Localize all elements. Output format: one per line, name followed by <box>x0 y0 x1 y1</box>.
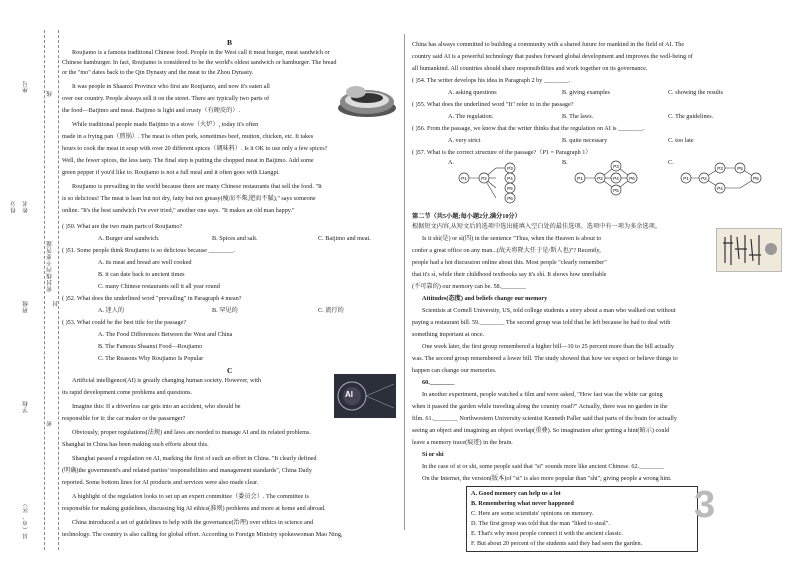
r-p3-l1: One week later, the first group remembered a higher bill—10 to 25 percent more than the bill actually <box>422 343 674 350</box>
calligraphy-image <box>716 228 782 272</box>
r-p1-l1: Is it shì(是) or sì(四) in the sentence "Thus, when the Heaven is about to <box>422 235 602 242</box>
flow-node-label: P1 <box>577 175 583 181</box>
structure-diagram-a <box>459 163 515 203</box>
b-p3-l4: Well, the fewer spices, the less tasty. The final step is putting the chopped meat in Baijimo. Add some <box>62 157 314 164</box>
q50-option-b[interactable]: B. Spices and salt. <box>212 235 258 242</box>
flow-node-label: P4 <box>717 185 723 191</box>
q52-option-a[interactable]: A. 迷人的 <box>98 307 125 314</box>
section2-instruction: 根据短文内容,从短文后的选项中选出能填入空白处的最佳选项。选项中有一项为多余选项。 <box>412 223 662 230</box>
school-label: 学校 <box>23 400 29 413</box>
r-p1-l2: confer a great office on any man...(故天将降大任于是/斯人也)"? Recently, <box>412 247 601 254</box>
ai-image-label: AI <box>345 390 353 399</box>
b-p1-l1: Roujiamo is a famous traditional Chinese food. People in the West call it meat burger, meat sandwich or <box>72 49 330 56</box>
r-p4-l5: leave a memory trace(痕迹) in the brain. <box>412 439 513 446</box>
c-p4-l1: Shanghai passed a regulation on AI, marking the first of such an effort in China. "It clearly defined <box>72 455 317 462</box>
b-p1-l3: or the "mo" dates back to the Qin Dynasty and the meat to the Zhou Dynasty. <box>62 69 254 76</box>
q57-option-a[interactable]: A. <box>448 159 455 166</box>
c-p3-l2: Shanghai in China has been making such efforts about this. <box>62 441 209 448</box>
q57-stem: ( )57. What is the correct structure of the passage?（P1 = Paragraph 1） <box>412 149 592 156</box>
flow-node-label: P3 <box>717 165 723 171</box>
seal-line-inner <box>58 30 59 550</box>
b-p4-l2: is so delicious! The meat is lean but not dry, fatty but not greasy(瘦而不柴,肥而不腻)," says someone <box>62 195 316 202</box>
county-label: 县（市、区） <box>23 500 29 539</box>
flow-node-label: P4 <box>613 175 619 181</box>
section-b-heading: B <box>227 38 233 47</box>
flow-node-label: P2 <box>481 175 487 181</box>
option-d[interactable]: D. The first group was told that the man "liked to steal". <box>471 520 610 527</box>
flow-node-label: P3 <box>613 163 619 169</box>
q52-option-b[interactable]: B. 罕见的 <box>212 307 238 314</box>
option-f[interactable]: F. But about 20 percent of the students said they had seen the garden. <box>471 540 643 547</box>
r-p4-l1: In another experiment, people watched a film and were asked, "How fast was the white car going <box>422 391 663 398</box>
ai-image <box>334 374 396 418</box>
r-p2-l2: paying a restaurant bill. 59.________ The second group was told that he left because he had to deal with <box>412 319 671 326</box>
c-p5-l1: A highlight of the regulation looks to set up an expert committee（委员会）. The committee is <box>72 493 309 500</box>
page-number: 3 <box>694 484 716 526</box>
q54-option-a[interactable]: A. asking questions <box>448 89 497 96</box>
structure-diagram-b <box>575 161 637 195</box>
flow-node-label: P2 <box>597 175 603 181</box>
option-b[interactable]: B. Remembering what never happened <box>471 500 574 507</box>
r-p2-l1: Scientists at Cornell University, US, told college students a story about a man who walked out without <box>422 307 676 314</box>
q51-option-b[interactable]: B. it can date back to ancient times <box>98 271 185 278</box>
r-p5-l2: On the Internet, the version(版本)of "si" is also more popular than "shi", giving people a wrong hint. <box>422 475 672 482</box>
q50-option-c[interactable]: C. Baijimo and meat. <box>318 235 371 242</box>
q55-stem: ( )55. What does the underlined word "It" refer to in the passage? <box>412 101 574 108</box>
column-divider <box>404 34 405 530</box>
r-p3-l2: was. The second group remembered a lower bill. The study showed that how we expect or believe things to <box>412 355 678 362</box>
flow-node-label: P1 <box>461 175 467 181</box>
q53-option-b[interactable]: B. The Famous Shaanxi Food—Roujiamo <box>98 343 203 350</box>
name-label: 姓名 <box>23 200 29 213</box>
q50-stem: ( )50. What are the two main parts of Roujiamo? <box>62 223 183 230</box>
option-c[interactable]: C. Here are some scientists' opinions on memory. <box>471 510 594 517</box>
q51-option-c[interactable]: C. many Chinese restaurants sell it all year round <box>98 283 220 290</box>
c-p6-l2: technology. The country is also calling for global effort. According to Foreign Ministry spokeswoman Mao Ning, <box>62 531 343 538</box>
class-label: 班级 <box>23 300 29 313</box>
q55-option-b[interactable]: B. The laws. <box>562 113 594 120</box>
b-p3-l2: made in a frying pan（煎锅）. The meat is often pork, sometimes beef, mutton, chicken, etc. It takes <box>62 133 314 140</box>
option-e[interactable]: E. That's why most people connect it with the ancient classic. <box>471 530 623 537</box>
q50-option-a[interactable]: A. Burger and sandwich. <box>98 235 160 242</box>
options-box <box>466 486 698 552</box>
subheading-si-shi: Si or shi <box>422 451 444 458</box>
q55-option-a[interactable]: A. The regulation. <box>448 113 494 120</box>
seal-mark: 封 <box>53 300 59 307</box>
structure-diagram-c <box>681 163 761 193</box>
q51-stem: ( )51. Some people think Roujiamo is so delicious because ________. <box>62 247 235 254</box>
subheading-attitudes: Attitudes(态度) and beliefs change our memory <box>422 295 548 302</box>
flow-node-label: P6 <box>753 175 759 181</box>
q57-option-b[interactable]: B. <box>562 159 568 166</box>
r-p4-l2: when it passed the garden while traveling along the country road?" Actually, there was no garden in the <box>412 403 668 410</box>
r-p4-l3: film. 61.________ Northwestern University scientist Kenneth Paller said that parts of the brain for actually <box>412 415 677 422</box>
r-p0-l1: China has always committed to building a community with a shared future for mankind in the field of AI. The <box>412 41 685 48</box>
b-p4-l3: online. "It's the best sandwich I've ever tried," another one says. "It makes an old man happy." <box>62 207 295 214</box>
b-p3-l5: green pepper if you'd like to. Roujiamo is not a full meal and it often goes with Liangpi. <box>62 169 280 176</box>
r-p5-l1: In the case of si or shi, some people said that "si" sounds more like ancient Chinese. 62.________ <box>422 463 664 470</box>
r-p1-l4: that it's sì, while their childhood textbooks say it's shì. It shows how unreliable <box>412 271 607 278</box>
note-label: 密封线内不要答题 <box>47 240 53 292</box>
q54-stem: ( )54. The writer develops his idea in Paragraph 2 by ________. <box>412 77 571 84</box>
r-p0-l3: all humankind. All countries should share responsibilities and work together on its governance. <box>412 65 648 72</box>
b-p1-l2: Chinese hamburger. In fact, Roujiamo is considered to be the world's oldest sandwich or hamburger. The bread <box>62 59 337 66</box>
b-p3-l3: hours to cook the meat in soup with over 20 different spices（调味料）. Is it OK to use only a few spices? <box>62 145 328 152</box>
c-p3-l1: Obviously, proper regulations(法规) and laws are needed to manage AI and its related problems. <box>72 429 311 436</box>
q52-option-c[interactable]: C. 流行的 <box>318 307 344 314</box>
flow-node-label: P3 <box>507 165 513 171</box>
q56-stem: ( )56. From the passage, we know that the writer thinks that the regulation on AI is ________. <box>412 125 645 132</box>
flow-node-label: P4 <box>507 175 513 181</box>
flow-node-label: P5 <box>613 187 619 193</box>
structure-diagrams <box>450 160 790 208</box>
q53-option-c[interactable]: C. The Reasons Why Roujiamo Is Popular <box>98 355 204 362</box>
roujiamo-image <box>336 78 398 120</box>
q56-option-c[interactable]: C. too late <box>668 137 694 144</box>
c-p4-l2: (明确)the government's and related parties' responsibilities and management standards", China Daily <box>62 467 312 474</box>
b-p2-l1: It was people in Shaanxi Province who first ate Roujiamo, and now it's eaten all <box>72 83 270 90</box>
r-p1-l5: (不可靠的) our memory can be. 58.________ <box>412 283 526 290</box>
r-p0-l2: country said AI is a powerful technology that pushes forward global development and improves the well-being of <box>412 53 693 60</box>
r-p2-l3: something important at once. <box>412 331 485 338</box>
q57-option-c[interactable]: C. <box>668 159 674 166</box>
c-p2-l2: responsible for it: the car maker or the passenger? <box>62 415 186 422</box>
blank-60: 60.________ <box>422 379 455 386</box>
q56-option-a[interactable]: A. very strict <box>448 137 481 144</box>
q55-option-c[interactable]: C. The guidelines. <box>668 113 714 120</box>
b-p2-l3: the food—Baijimo and meat. Baijimo is light and crusty（有硬皮的）. <box>62 107 241 114</box>
b-p4-l1: Roujiamo is prevailing in the world because there are many Chinese restaurants that sell the food. "It <box>72 183 322 190</box>
r-p3-l3: happen can change our memories. <box>412 367 497 374</box>
line-mark: 线 <box>47 90 53 97</box>
q53-stem: ( )53. What could be the best title for the passage? <box>62 319 187 326</box>
flow-node-label: P2 <box>701 175 707 181</box>
r-p4-l4: seeing an object and imagining an object overlap(重叠). So imagination after getting a hint(暗示) could <box>412 427 670 434</box>
flow-node-label: P6 <box>629 175 635 181</box>
c-p2-l1: Imagine this: If a driverless car gets into an accident, who should be <box>72 403 241 410</box>
seat-label: 座号 <box>23 80 29 93</box>
flow-node-label: P1 <box>683 175 689 181</box>
section2-title: 第二节（共5小题;每小题2分,满分10分） <box>412 213 521 220</box>
flow-node-label: P5 <box>737 165 743 171</box>
q51-option-a[interactable]: A. its meat and bread are well cooked <box>98 259 192 266</box>
seal-mark-2: 密 <box>47 420 53 427</box>
c-p5-l2: responsible for making guidelines, discussing big AI ethics(准则) problems and more at home and abroad. <box>62 505 326 512</box>
q56-option-b[interactable]: B. quite necessary <box>562 137 608 144</box>
option-a[interactable]: A. Good memory can help us a lot <box>471 490 561 497</box>
c-p1-l2: its rapid development come problems and questions. <box>62 389 193 396</box>
q53-option-a[interactable]: A. The Food Differences Between the West and China <box>98 331 233 338</box>
seal-line <box>44 30 45 550</box>
c-p1-l1: Artificial intelligence(AI) is greatly changing human society. However, with <box>72 377 262 384</box>
q52-stem: ( )52. What does the underlined word "prevailing" in Paragraph 4 mean? <box>62 295 242 302</box>
section-c-heading: C <box>227 366 233 375</box>
c-p6-l1: China introduced a set of guidelines to help with the governance(治理) over ethics in science and <box>72 519 314 526</box>
b-p3-l1: While traditional people made Baijimo in a stove（火炉）, today it's often <box>72 121 259 128</box>
flow-node-label: P5 <box>507 185 513 191</box>
r-p1-l3: people had a hot discussion online about this. Most people "clearly remember" <box>412 259 607 266</box>
q54-option-b[interactable]: B. giving examples <box>562 89 610 96</box>
q54-option-c[interactable]: C. showing the results <box>668 89 723 96</box>
b-p2-l2: over our country. People always sell it on the street. There are typically two parts of <box>62 95 270 102</box>
score-label: 得分 <box>11 200 17 213</box>
c-p4-l3: reported. Some bottom lines for AI products and services were also made clear. <box>62 479 259 486</box>
flow-node-label: P6 <box>507 195 513 201</box>
